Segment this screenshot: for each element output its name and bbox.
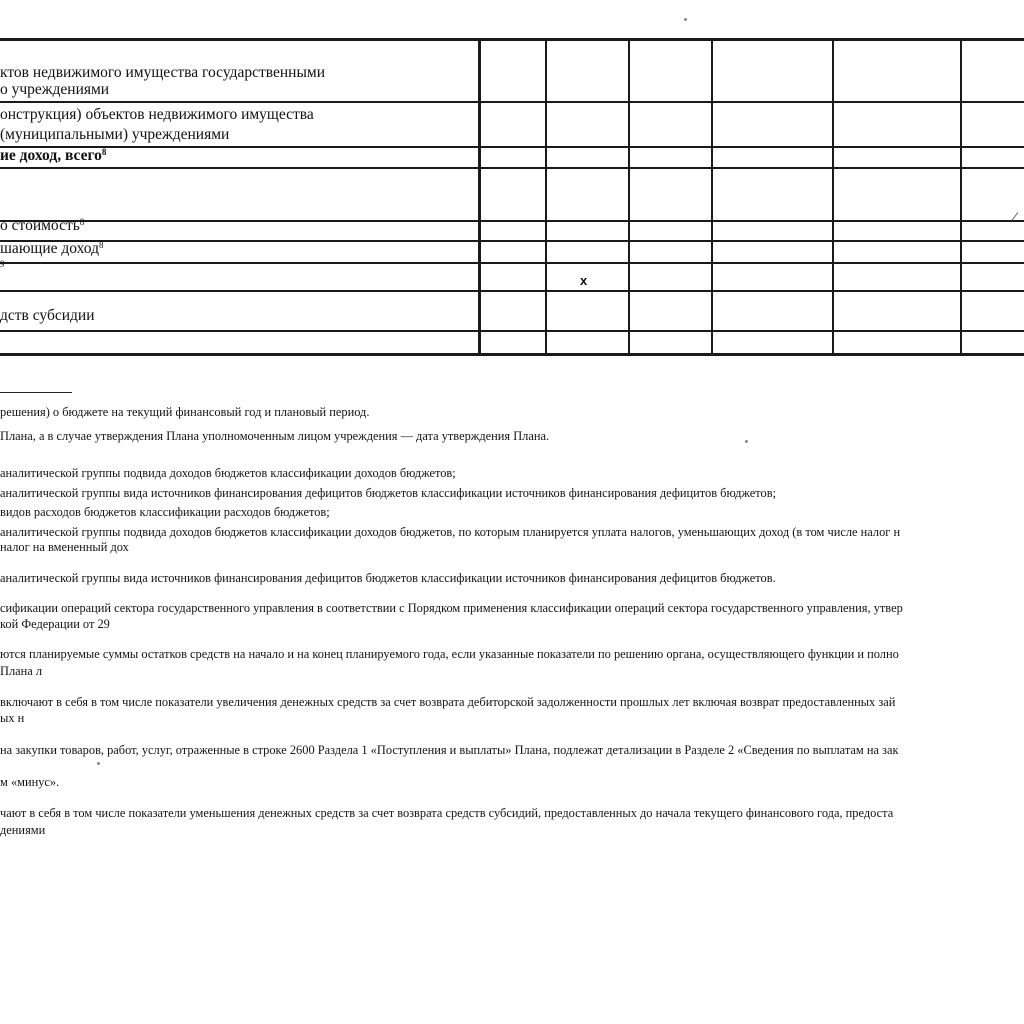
table-row-label: (муниципальными) учреждениями — [0, 126, 230, 143]
footnote-line: аналитической группы вида источников финансирования дефицитов бюджетов классификации источников финансирования дефицитов бюджетов; — [0, 486, 777, 500]
table-row-label: ктов недвижимого имущества государственными — [0, 64, 325, 81]
row-label-text: ие доход, всего — [0, 147, 102, 164]
scan-speck — [745, 440, 748, 443]
footnote-line: чают в себя в том числе показатели уменьшения денежных средств за счет возврата средств субсидий, предоставленных до начала текущего финансового года, предоста — [0, 806, 894, 820]
footnote-line: включают в себя в том числе показатели увеличения денежных средств за счет возврата дебиторской задолженности прошлых лет включая возврат предоставленных зай — [0, 695, 896, 709]
footnote-line: сификации операций сектора государственного управления в соответствии с Порядком применения классификации операций сектора государственного управления, утвер — [0, 601, 903, 615]
footnote-line: аналитической группы вида источников финансирования дефицитов бюджетов классификации источников финансирования дефицитов бюджетов. — [0, 571, 776, 585]
footnote-line: ются планируемые суммы остатков средств на начало и на конец планируемого года, если указанные показатели по решению органа, осуществляющего функции и полно — [0, 647, 899, 661]
footnote-line: видов расходов бюджетов классификации расходов бюджетов; — [0, 505, 330, 519]
table-row-label: онструкция) объектов недвижимого имущества — [0, 106, 314, 123]
footnote-line: на закупки товаров, работ, услуг, отраженные в строке 2600 Раздела 1 «Поступления и выплаты» Плана, подлежат детализации в Разделе 2 «Сведения по выплатам на зак — [0, 743, 899, 757]
row-divider — [0, 146, 1024, 148]
column-divider — [832, 40, 834, 356]
row-divider — [0, 262, 1024, 264]
footnote-line: Плана л — [0, 664, 43, 678]
table-row-label — [0, 217, 84, 234]
scan-speck — [97, 762, 100, 765]
column-divider — [711, 40, 713, 356]
column-divider — [478, 40, 481, 356]
row-divider — [0, 240, 1024, 242]
row-divider — [0, 101, 1024, 103]
row-label-text: о стоимость — [0, 217, 80, 234]
footnote-line: м «минус». — [0, 775, 60, 789]
row-label-text: дств субсидии — [0, 307, 95, 324]
column-divider — [628, 40, 630, 356]
footnote-line: Плана, а в случае утверждения Плана уполномоченным лицом учреждения — дата утверждения Плана. — [0, 429, 550, 443]
table-row-label — [0, 307, 95, 324]
footnote-line: кой Федерации от 29 — [0, 617, 110, 631]
table-row-label: о учреждениями — [0, 81, 110, 98]
footnote-ref: 8 — [79, 217, 85, 227]
scan-speck — [684, 18, 687, 21]
table-row-label — [0, 147, 106, 164]
table-row-label — [0, 240, 103, 257]
table-top-border — [0, 38, 1024, 41]
cell-mark: x — [580, 273, 588, 288]
column-divider — [545, 40, 547, 356]
column-divider — [960, 40, 962, 356]
footnote-line: решения) о бюджете на текущий финансовый год и плановый период. — [0, 405, 370, 419]
footnote-line: аналитической группы подвида доходов бюджетов классификации доходов бюджетов; — [0, 466, 456, 480]
table-bottom-border — [0, 353, 1024, 356]
footnote-line: дениями — [0, 823, 46, 837]
footnote-line: налог на вмененный дох — [0, 540, 129, 554]
footnote-line: ых н — [0, 711, 25, 725]
row-divider — [0, 290, 1024, 292]
row-divider — [0, 330, 1024, 332]
footnote-line: аналитической группы подвида доходов бюджетов классификации доходов бюджетов, по которым планируется уплата налогов, уменьшающих доход (в том числе налог н — [0, 525, 901, 539]
row-divider — [0, 167, 1024, 169]
footnote-ref: 8 — [101, 147, 107, 157]
row-label-text: шающие доход — [0, 240, 99, 257]
footnote-ref: 8 — [98, 240, 104, 250]
pen-mark: / — [1009, 208, 1020, 227]
footnote-ref: 9 — [0, 259, 5, 269]
table-row-label — [0, 259, 5, 276]
row-divider — [0, 220, 1024, 222]
footnote-separator — [0, 392, 72, 393]
